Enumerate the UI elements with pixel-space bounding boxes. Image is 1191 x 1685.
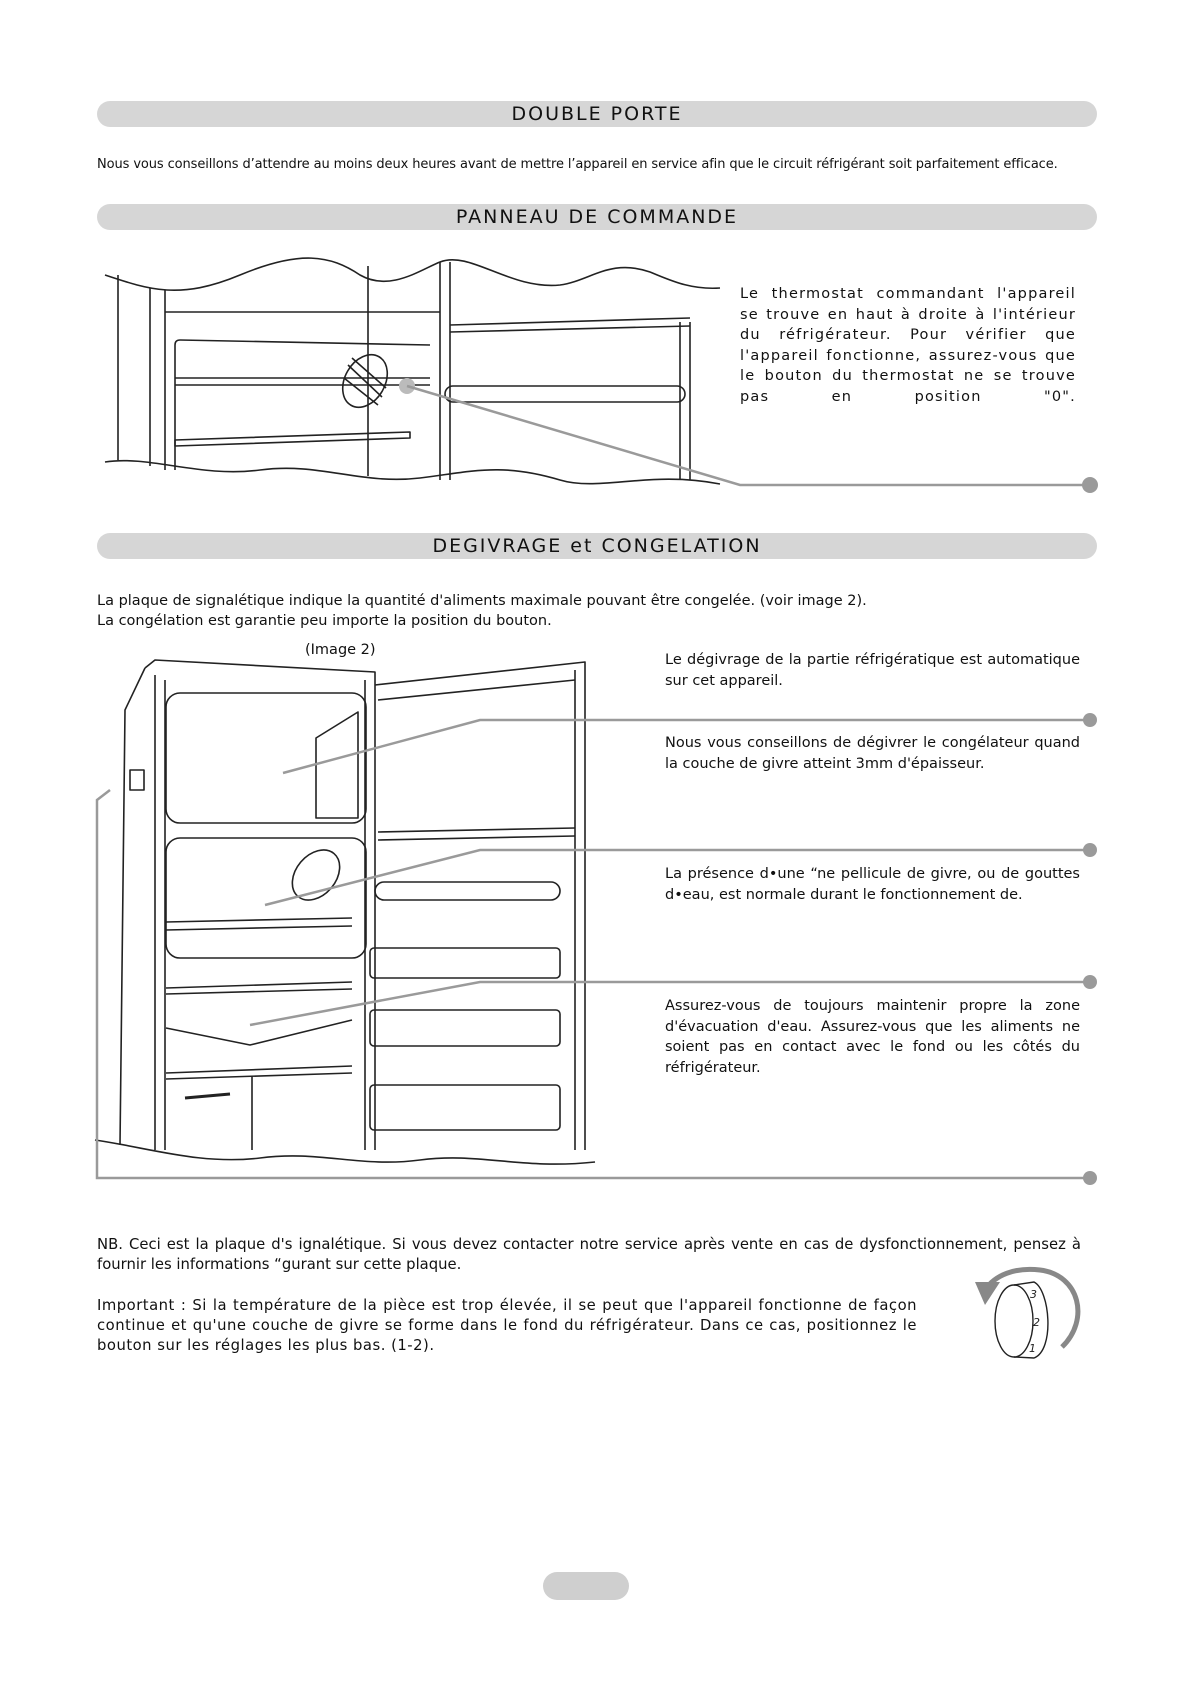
section-title-panneau-de-commande: PANNEAU DE COMMANDE: [97, 204, 1097, 230]
callout-3: La présence d•une “ne pellicule de givre, ou de gouttes d•eau, est normale durant le fonctionnement de.: [665, 866, 1080, 903]
note-nb: NB. Ceci est la plaque d's ignalétique. Si vous devez contacter notre service après vente en cas de dysfonctionnement, pensez à fournir les informations “gurant sur cette plaque.: [97, 1236, 1081, 1273]
degivrage-intro-1: La plaque de signalétique indique la quantité d'aliments maximale pouvant être congelée. (voir image 2).: [97, 593, 867, 609]
degivrage-intro-2: La congélation est garantie peu importe la position du bouton.: [97, 613, 552, 629]
panneau-text: Le thermostat commandant l'appareil se trouve en haut à droite à l'intérieur du réfrigérateur. Pour vérifier que l'appareil fonctionne, assurez-vous que le bouton du thermostat ne se trouve pas en position "0".: [740, 286, 1076, 405]
dial-label-2: 2: [1033, 1316, 1040, 1329]
image-caption: (Image 2): [305, 642, 376, 658]
callout-2: Nous vous conseillons de dégivrer le congélateur quand la couche de givre atteint 3mm d'épaisseur.: [665, 735, 1080, 772]
page-number-badge: [543, 1572, 629, 1600]
section-title-degivrage: DEGIVRAGE et CONGELATION: [97, 533, 1097, 559]
dial-label-1: 1: [1029, 1342, 1036, 1355]
double-porte-text: Nous vous conseillons d’attendre au moins deux heures avant de mettre l’appareil en service afin que le circuit réfrigérant soit parfaitement efficace.: [97, 157, 1058, 172]
dial-label-3: 3: [1030, 1288, 1037, 1301]
callout-1: Le dégivrage de la partie réfrigératique est automatique sur cet appareil.: [665, 652, 1080, 689]
section-title-double-porte: DOUBLE PORTE: [97, 101, 1097, 127]
note-important: Important : Si la température de la pièce est trop élevée, il se peut que l'appareil fonctionne de façon continue et qu'une couche de givre se forme dans le fond du réfrigérateur. Dans ce cas, positionnez le bouton sur les réglages les plus bas. (1-2).: [97, 1297, 917, 1354]
callout-4: Assurez-vous de toujours maintenir propre la zone d'évacuation d'eau. Assurez-vous que les aliments ne soient pas en contact avec le fond ou les côtés du réfrigérateur.: [665, 998, 1080, 1076]
